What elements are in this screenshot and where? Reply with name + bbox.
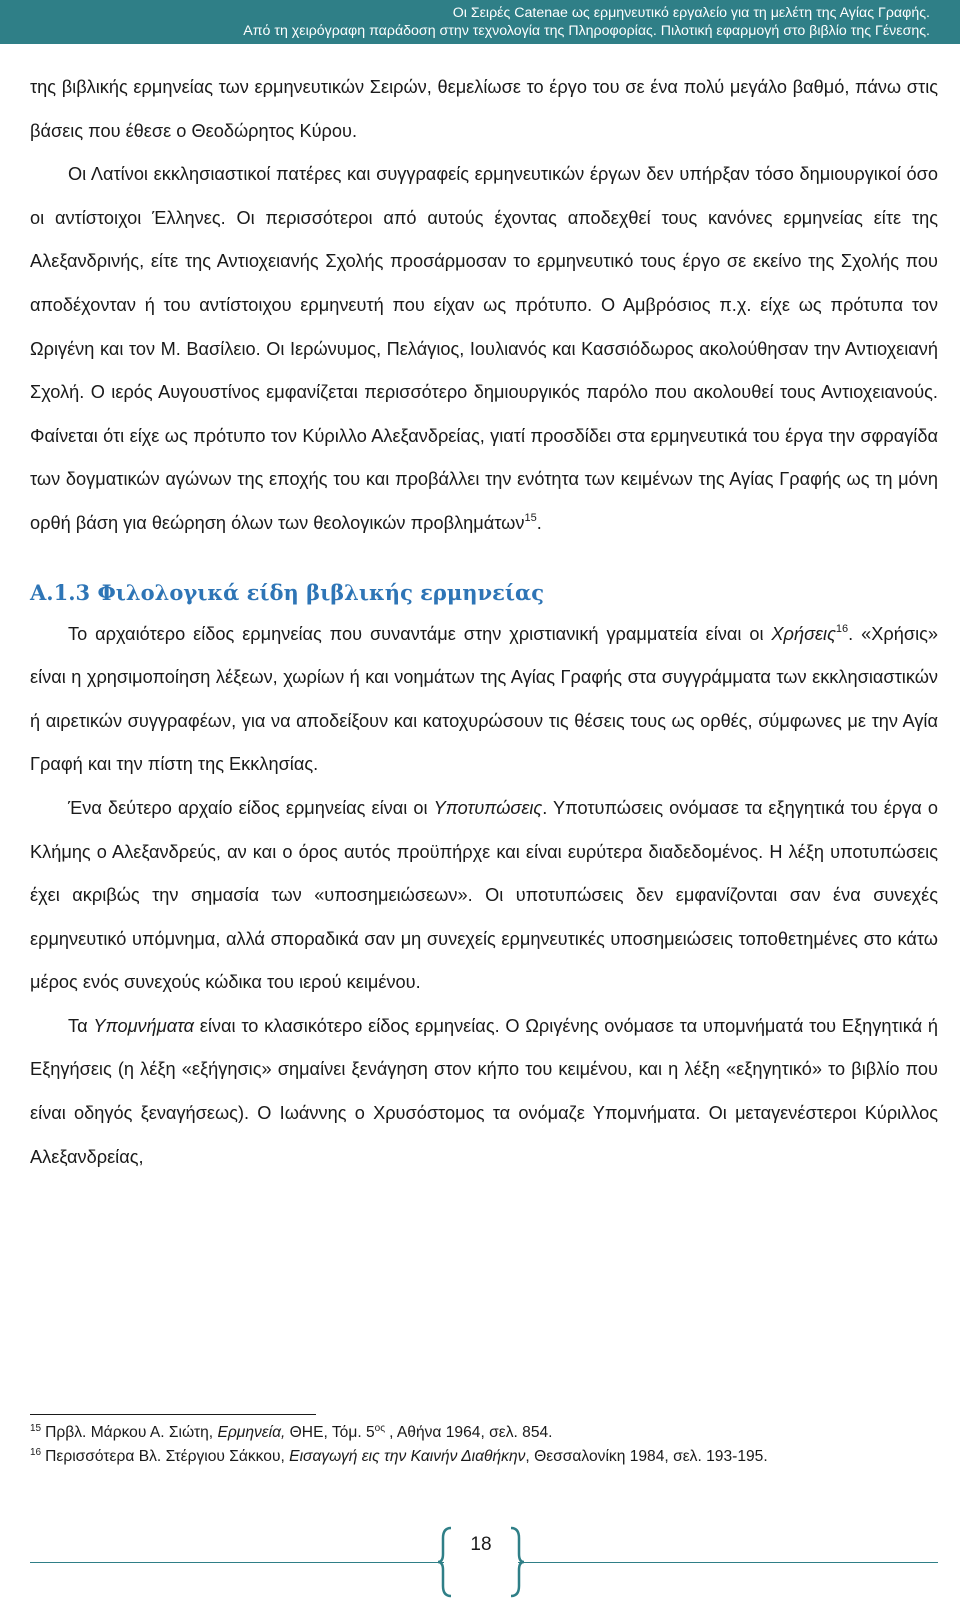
paragraph-4-term: Υποτυπώσεις — [433, 797, 543, 818]
paragraph-3 — [30, 613, 938, 787]
footnote-15-mid: ΘΗΕ, Τόμ. 5 — [285, 1424, 375, 1441]
footnotes — [30, 1421, 938, 1469]
header-title-line-1: Οι Σειρές Catenae ως ερμηνευτικό εργαλείο για τη μελέτη της Αγίας Γραφής. — [452, 5, 930, 21]
paragraph-3-start: Το αρχαιότερο είδος ερμηνείας που συναντάμε στην χριστιανική γραμματεία είναι οι — [68, 623, 772, 644]
main-body-text — [30, 66, 938, 1179]
paragraph-4-rest: . Υποτυπώσεις ονόμασε τα εξηγητικά του έργα ο Κλήμης ο Αλεξανδρεύς, αν και ο όρος αυτός προϋπήρχε και είναι ευρύτερα διαδεδομένος. Η λέξη υποτυπώσεις έχει ακριβώς την σημασία των «υποσημειώσεων». Οι υποτυπώσεις δεν εμφανίζονται σαν ένα συνεχές ερμηνευτικό υπόμνημα, αλλά σποραδικά σαν μη συνεχείς ερμηνευτικές υποσημειώσεις τοποθετημένες στο κάτω μέρος ενός συνεχούς κώδικα του ιερού κειμένου. — [30, 797, 938, 993]
paragraph-5 — [30, 1005, 938, 1179]
footnote-15 — [30, 1421, 938, 1445]
paragraph-3-term: Χρήσεις — [771, 623, 836, 644]
footnote-16-number: 16 — [30, 1447, 42, 1458]
footnote-separator — [30, 1414, 316, 1415]
page-number: 18 — [470, 1534, 492, 1555]
footnote-16 — [30, 1445, 938, 1469]
paragraph-2 — [30, 153, 938, 545]
running-header — [0, 0, 960, 44]
paragraph-4 — [30, 787, 938, 1005]
footnote-16-start: Περισσότερα Βλ. Στέργιου Σάκκου, — [45, 1448, 290, 1465]
paragraph-5-start: Τα — [68, 1015, 94, 1036]
footer-rule-right — [518, 1562, 938, 1563]
paragraph-2-end: . — [536, 512, 542, 533]
header-title-line-2: Από τη χειρόγραφη παράδοση στην τεχνολογία της Πληροφορίας. Πιλοτική εφαρμογή στο βιβλίο της Γένεσης. — [243, 23, 930, 39]
paragraph-1: της βιβλικής ερμηνείας των ερμηνευτικών Σειρών, θεμελίωσε το έργο του σε ένα πολύ μεγάλο βαθμό, πάνω στις βάσεις που έθεσε ο Θεοδώρητος Κύρου. — [30, 77, 938, 141]
footnote-16-end: , Θεσσαλονίκη 1984, σελ. 193-195. — [525, 1448, 768, 1465]
footer-rule-left — [30, 1562, 444, 1563]
paragraph-4-start: Ένα δεύτερο αρχαίο είδος ερμηνείας είναι οι — [68, 797, 434, 818]
footnote-16-title: Εισαγωγή εις την Καινήν Διαθήκην — [289, 1448, 526, 1465]
paragraph-3-rest: . «Χρήσις» είναι η χρησιμοποίηση λέξεων, χωρίων ή και νοημάτων της Αγίας Γραφής στα συγγράμματα των εκκλησιαστικών ή αιρετικών συγγραφέων, για να αποδείξουν και κατοχυρώσουν τις θέσεις τους ως ορθές, σύμφωνες με την Αγία Γραφή και την πίστη της Εκκλησίας. — [30, 623, 938, 775]
footnote-15-title: Ερμηνεία, — [217, 1424, 286, 1441]
footnote-15-volume-suffix: ος — [374, 1423, 386, 1434]
footnote-15-start: Πρβλ. Μάρκου Α. Σιώτη, — [45, 1424, 218, 1441]
section-heading: Α.1.3 Φιλολογικά είδη βιβλικής ερμηνείας — [30, 579, 544, 605]
footnote-ref-15[interactable]: 15 — [524, 511, 537, 524]
paragraph-2-text: Οι Λατίνοι εκκλησιαστικοί πατέρες και συγγραφείς ερμηνευτικών έργων δεν υπήρξαν τόσο δημιουργικοί όσο οι αντίστοιχοι Έλληνες. Οι περισσότεροι από αυτούς έχοντας αποδεχθεί τους κανόνες ερμηνείας είτε της Αλεξανδρινής, είτε της Αντιοχειανής Σχολής προσάρμοσαν το ερμηνευτικό τους έργο σε εκείνο της Σχολής που αποδέχονταν ή του αντίστοιχου ερμηνευτή που είχαν ως πρότυπο. Ο Αμβρόσιος π.χ. είχε ως πρότυπα τον Ωριγένη και τον Μ. Βασίλειο. Οι Ιερώνυμος, Πελάγιος, Ιουλιανός και Κασσιόδωρος ακολούθησαν την Αντιοχειανή Σχολή. Ο ιερός Αυγουστίνος εμφανίζεται περισσότερο δημιουργικός παρόλο που ακολουθεί τους Αντιοχειανούς. Φαίνεται ότι είχε ως πρότυπο τον Κύριλλο Αλεξανδρείας, γιατί προσδίδει στα ερμηνευτικά του έργα την σφραγίδα των δογματικών αγώνων της εποχής του και προβάλλει την ενότητα των κειμένων της Αγίας Γραφής ως τη μόνη ορθή βάση για θεώρηση όλων των θεολογικών προβλημάτων — [30, 164, 938, 533]
footnote-15-number: 15 — [30, 1423, 42, 1434]
footnote-ref-16[interactable]: 16 — [835, 622, 849, 635]
paragraph-5-term: Υπομνήματα — [93, 1015, 194, 1036]
footnote-15-end: , Αθήνα 1964, σελ. 854. — [389, 1424, 553, 1441]
paragraph-5-rest: είναι το κλασικότερο είδος ερμηνείας. Ο Ωριγένης ονόμασε τα υπομνήματά του Εξηγητικά ή Εξηγήσεις (η λέξη «εξήγησις» σημαίνει ξενάγηση στον κήπο του κειμένου, και η λέξη «εξηγητικό» το βιβλίο που είναι οδηγός ξεναγήσεως). Ο Ιωάννης ο Χρυσόστομος τα ονόμαζε Υπομνήματα. Οι μεταγενέστεροι Κύριλλος Αλεξανδρείας, — [30, 1015, 938, 1167]
